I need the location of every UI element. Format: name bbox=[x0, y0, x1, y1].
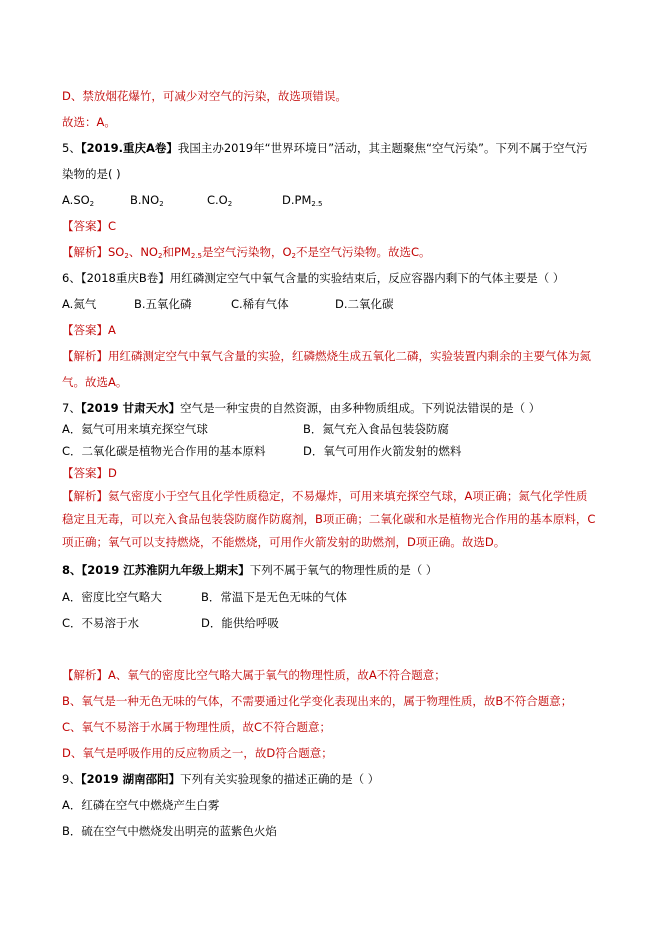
answer-value: D bbox=[108, 466, 117, 480]
q6-stem-text: 用红磷测定空气中氧气含量的实验结束后，反应容器内剩下的气体主要是（ ） bbox=[169, 271, 565, 285]
q7-option-a: A．氦气可用来填充探空气球 bbox=[62, 422, 208, 436]
q6-analysis-line1: 【解析】用红磷测定空气中氧气含量的实验，红磷燃烧生成五氧化二磷，实验装置内剩余的主要气体为氮 bbox=[62, 349, 591, 363]
q7-number: 7、 bbox=[62, 401, 81, 415]
q7-analysis-line3: 项正确；氧气可以支持燃烧，不能燃烧，可用作火箭发射的助燃剂，D项正确。故选D。 bbox=[62, 535, 506, 549]
q6-option-a: A.氮气 bbox=[62, 297, 97, 311]
q6-option-d: D.二氧化碳 bbox=[335, 297, 394, 311]
q8-analysis-c: C、氧气不易溶于水属于物理性质，故C不符合题意； bbox=[62, 720, 332, 734]
q5-answer bbox=[62, 218, 116, 234]
q6-stem bbox=[62, 270, 564, 286]
q6-option-c: C.稀有气体 bbox=[231, 297, 289, 311]
q7-stem-text: 空气是一种宝贵的自然资源，由多种物质组成。下列说法错误的是（ ） bbox=[180, 401, 541, 415]
q5-option-a: $A.SO_2$ bbox=[62, 193, 95, 208]
q7-option-d: D．氧气可用作火箭发射的燃料 bbox=[303, 444, 462, 458]
q7-stem bbox=[62, 400, 540, 416]
q8-source: 【2019 江苏淮阴九年级上期末】 bbox=[81, 563, 250, 577]
q5-option-d: $D.PM_{2.5}$ bbox=[282, 193, 323, 208]
q8-option-b: B．常温下是无色无味的气体 bbox=[201, 590, 347, 604]
q5-stem-line2: 染物的是( ) bbox=[62, 167, 121, 181]
q5-option-c: $C.O_2$ bbox=[207, 193, 233, 208]
q6-number: 6、 bbox=[62, 271, 81, 285]
q5-source: 【2019.重庆A卷】 bbox=[80, 141, 178, 155]
answer-tag: 【答案】 bbox=[62, 219, 108, 233]
analysis-tag: 【解析】 bbox=[62, 245, 108, 259]
q9-number: 9、 bbox=[62, 772, 81, 786]
q5-stem-line1 bbox=[62, 140, 587, 156]
answer-value: A bbox=[108, 323, 116, 337]
q9-source: 【2019 湖南邵阳】 bbox=[80, 772, 181, 786]
q6-source: 【2018重庆B卷】 bbox=[80, 271, 170, 285]
q8-analysis-a: 【解析】A、氧气的密度比空气略大属于氧气的物理性质，故A不符合题意； bbox=[62, 668, 446, 682]
q7-source: 【2019 甘肃天水】 bbox=[80, 401, 181, 415]
answer-value: C bbox=[108, 219, 117, 233]
q8-option-d: D．能供给呼吸 bbox=[201, 616, 279, 630]
analysis-tag: 【解析】 bbox=[62, 349, 108, 363]
q5-stem-text: 我国主办2019年“世界环境日”活动，其主题聚焦“空气污染”。下列不属于空气污 bbox=[177, 141, 588, 155]
analysis-tag: 【解析】 bbox=[62, 668, 108, 682]
q8-option-c: C．不易溶于水 bbox=[62, 616, 140, 630]
q5-number: 5、 bbox=[62, 141, 81, 155]
q9-option-b: B．硫在空气中燃烧发出明亮的蓝紫色火焰 bbox=[62, 824, 277, 838]
q8-analysis-b: B、氧气是一种无色无味的气体，不需要通过化学变化表现出来的，属于物理性质，故B不符合题意； bbox=[62, 694, 573, 708]
answer-tag: 【答案】 bbox=[62, 323, 108, 337]
q7-option-b: B．氮气充入食品包装袋防腐 bbox=[303, 422, 449, 436]
q8-number: 8、 bbox=[62, 563, 82, 577]
q7-analysis-line1: 【解析】氦气密度小于空气且化学性质稳定，不易爆炸，可用来填充探空气球，A项正确；氮气化学性质 bbox=[62, 489, 588, 503]
q9-option-a: A．红磷在空气中燃烧产生白雾 bbox=[62, 798, 220, 812]
q8-stem-text: 下列不属于氧气的物理性质的是（ ） bbox=[249, 563, 438, 577]
q7-analysis-line2: 稳定且无毒，可以充入食品包装袋防腐作防腐剂，B项正确；二氧化碳和水是植物光合作用的基本原料，C bbox=[62, 512, 596, 526]
q7-answer bbox=[62, 465, 117, 481]
q7-option-c: C．二氧化碳是植物光合作用的基本原料 bbox=[62, 444, 266, 458]
q5-analysis: 【解析】$SO_2$、$NO_2$和$PM_{2.5}$是空气污染物，$O_2$不是空气污染物。故选C。 bbox=[62, 245, 431, 260]
answer-tag: 【答案】 bbox=[62, 466, 108, 480]
q9-stem bbox=[62, 771, 379, 787]
q6-option-b: B.五氧化磷 bbox=[134, 297, 192, 311]
q8-option-a: A．密度比空气略大 bbox=[62, 590, 162, 604]
q8-analysis-d: D、氧气是呼吸作用的反应物质之一，故D符合题意； bbox=[62, 746, 333, 760]
q9-stem-text: 下列有关实验现象的描述正确的是（ ） bbox=[180, 772, 380, 786]
prev-answer: 故选：A。 bbox=[62, 115, 116, 129]
prev-option-d-analysis: D、禁放烟花爆竹，可减少对空气的污染，故选项错误。 bbox=[62, 89, 347, 103]
q6-answer bbox=[62, 322, 116, 338]
q6-analysis-line2: 气。故选A。 bbox=[62, 375, 128, 389]
analysis-tag: 【解析】 bbox=[62, 489, 108, 503]
q8-stem bbox=[62, 562, 437, 578]
q5-option-b: $B.NO_2$ bbox=[130, 193, 164, 208]
